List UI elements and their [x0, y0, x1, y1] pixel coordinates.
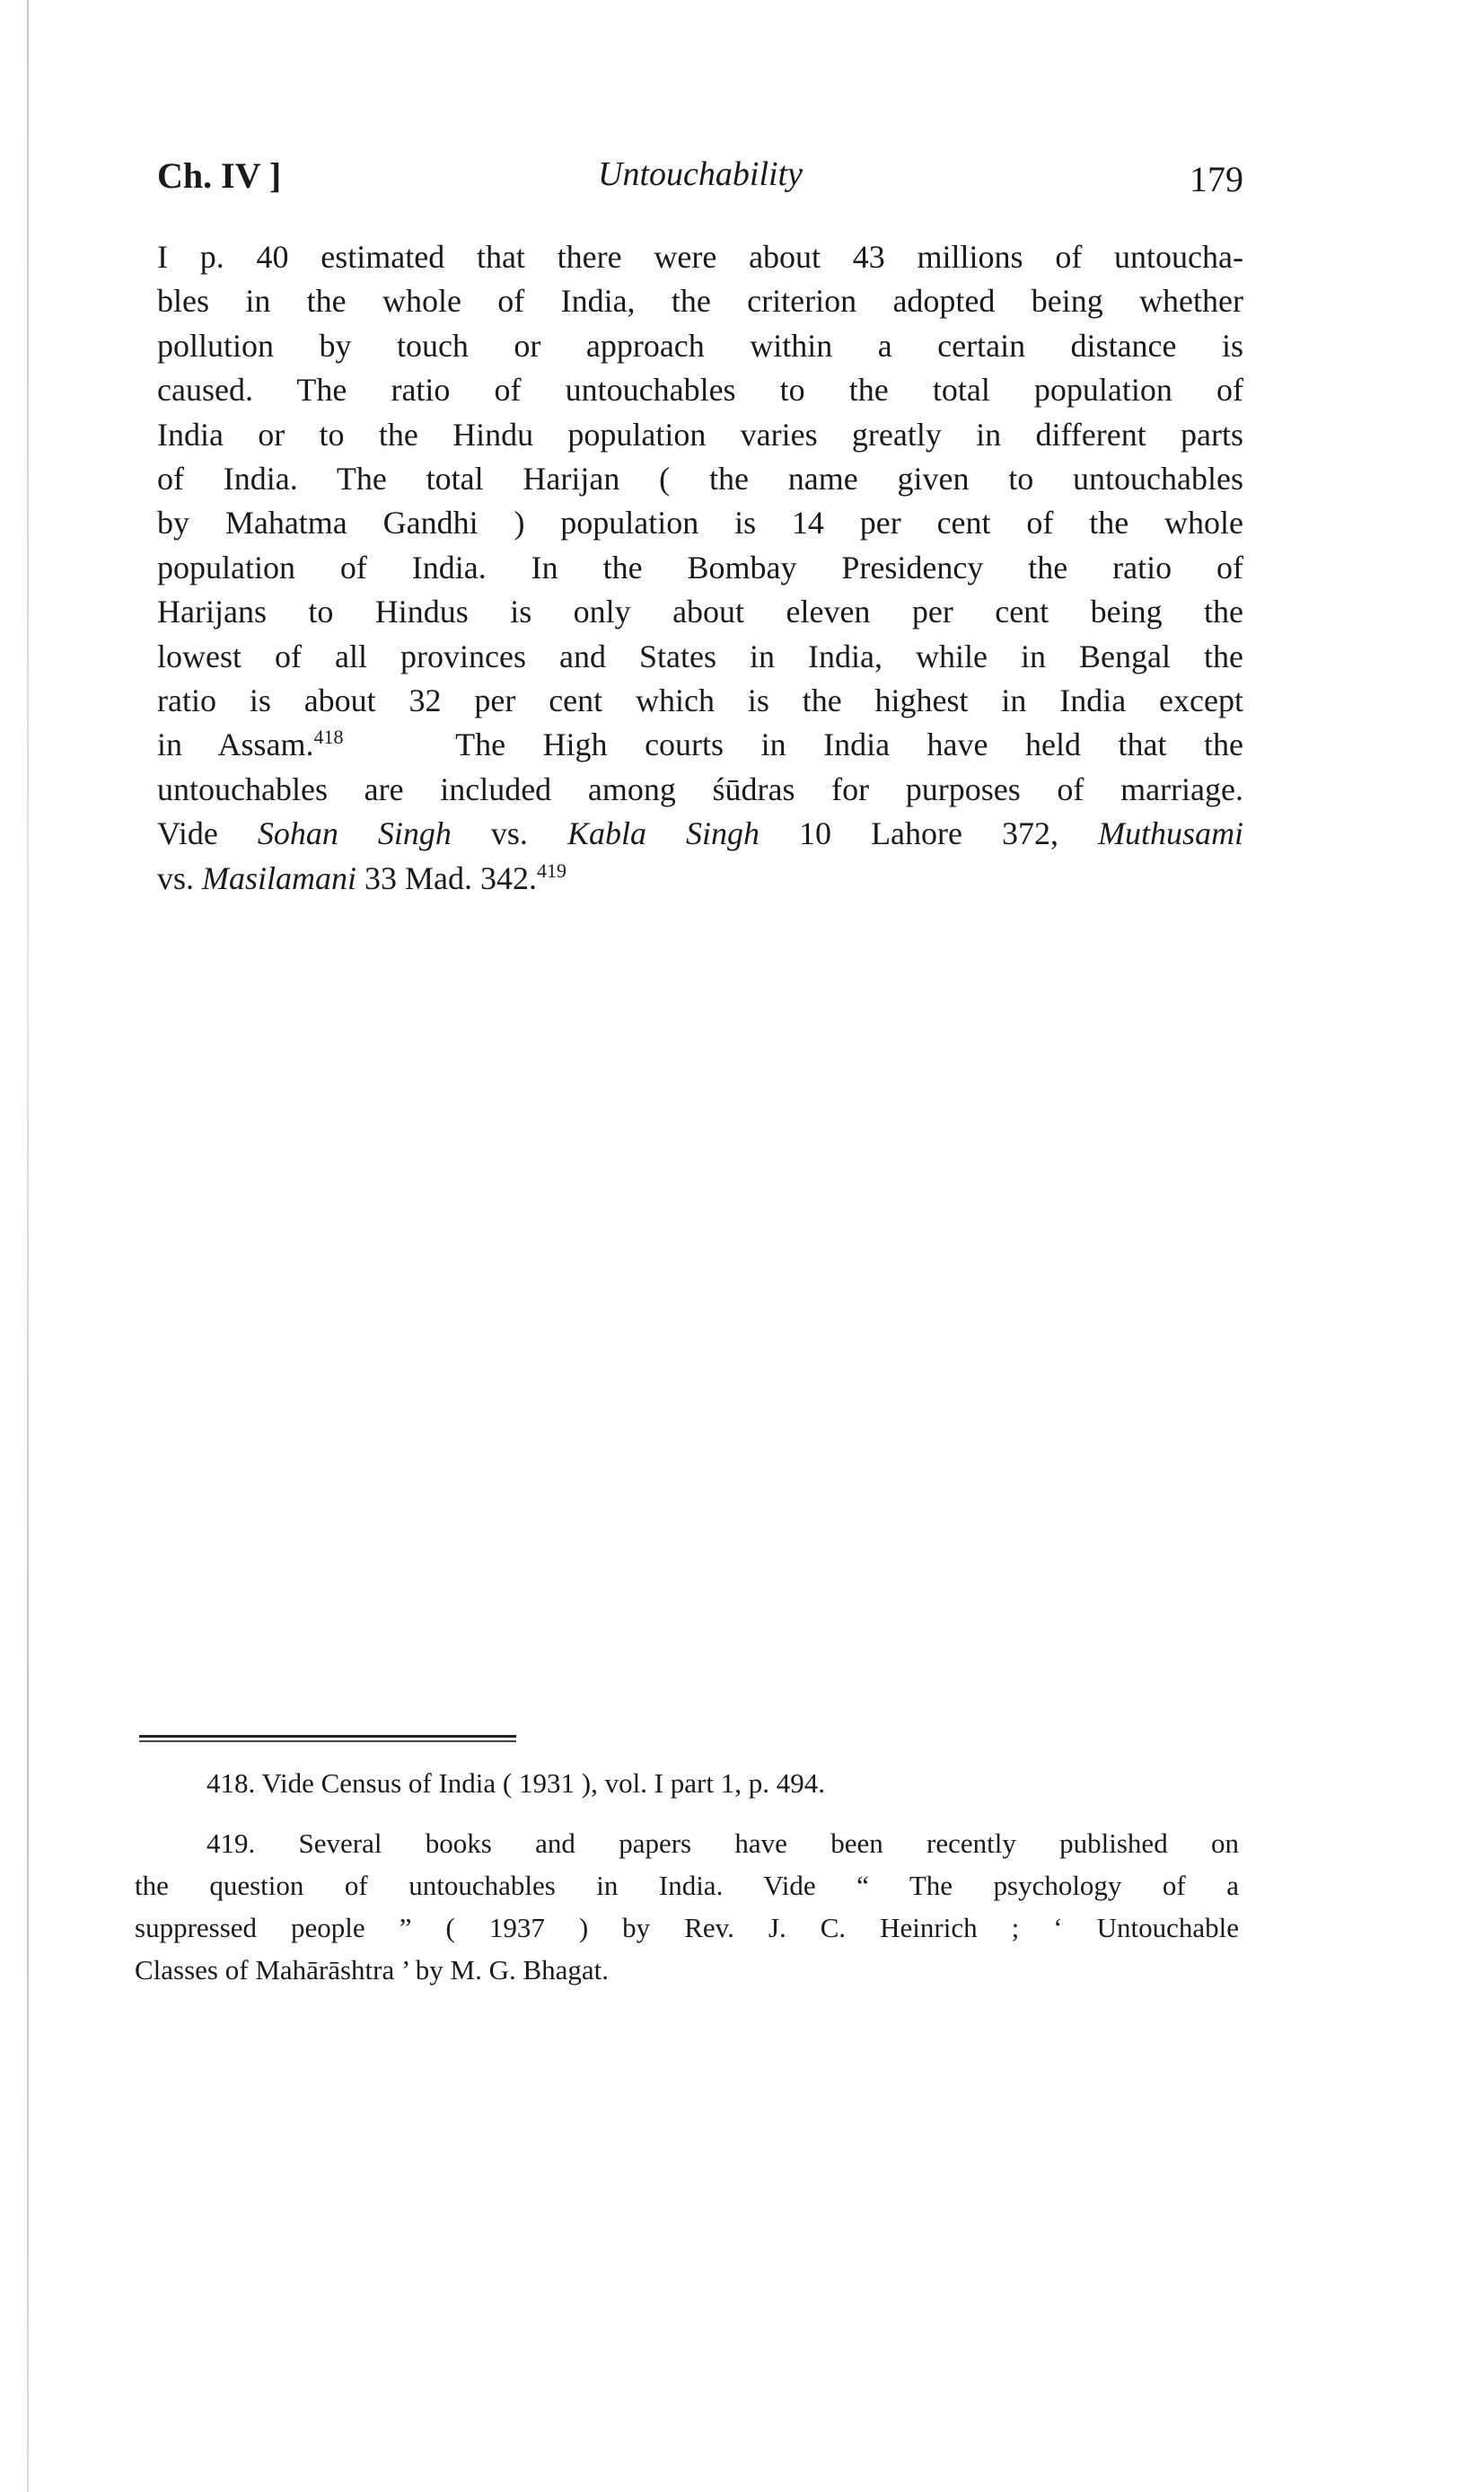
page-header [157, 144, 1243, 207]
text-fragment: Vide [157, 815, 218, 852]
text-line: India or to the Hindu population varies greatly in different parts [157, 416, 1243, 453]
footnote-419-line: Classes of Mahārāshtra ’ by M. G. Bhagat. [135, 1954, 610, 1986]
case-name: Masilamani [202, 859, 357, 896]
chapter-label: Ch. IV ] [157, 155, 282, 196]
text-fragment: vs. [490, 815, 528, 852]
text-line: ratio is about 32 per cent which is the highest in India except [157, 682, 1243, 719]
text-line: I p. 40 estimated that there were about 43 millions of untoucha- [157, 239, 1243, 275]
text-line: population of India. In the Bombay Presidency the ratio of [157, 549, 1243, 586]
case-name: Kabla Singh [566, 815, 760, 852]
text-line-case-citations [157, 812, 1243, 856]
footnote-419-line: the question of untouchables in India. Vide “ The psychology of a [135, 1870, 1239, 1901]
text-line: Harijans to Hindus is only about eleven per cent being the [157, 594, 1243, 630]
text-line: bles in the whole of India, the criterion adopted being whether [157, 283, 1243, 320]
case-name: Muthusami [1098, 815, 1244, 852]
text-line: pollution by touch or approach within a certain distance is [157, 327, 1243, 364]
footnote-spacer [135, 1804, 1239, 1822]
text-line: by Mahatma Gandhi ) population is 14 per cent of the whole [157, 505, 1243, 542]
text-fragment: vs. [157, 859, 195, 896]
running-title: Untouchability [598, 155, 803, 193]
citation: 33 Mad. 342. [364, 859, 538, 896]
footnote-419-line: 419. Several books and papers have been recently published on [206, 1827, 1239, 1859]
footnote-419-line: suppressed people ” ( 1937 ) by Rev. J. C. Heinrich ; ‘ Untouchable [135, 1912, 1239, 1943]
text-line: caused. The ratio of untouchables to the total population of [157, 372, 1243, 409]
text-line: untouchables are included among śūdras for purposes of marriage. [157, 770, 1243, 807]
footnote-418: 418. Vide Census of India ( 1931 ), vol. I part 1, p. 494. [206, 1767, 825, 1799]
main-paragraph [157, 235, 1243, 901]
page-number: 179 [1190, 159, 1243, 199]
case-name: Sohan Singh [257, 815, 452, 852]
footnote-ref-419: 419 [537, 859, 567, 882]
footnotes [135, 1762, 1239, 1991]
footnote-rule [139, 1735, 516, 1742]
text-fragment: The High courts in India have held that the [455, 726, 1244, 763]
text-line: of India. The total Harijan ( the name given to untouchables [157, 461, 1243, 498]
scan-edge-line [27, 0, 29, 2492]
footnote-ref-418: 418 [313, 726, 344, 749]
text-line-with-footnote-ref [157, 723, 1243, 767]
text-line-case-citations [157, 857, 1243, 901]
text-line: lowest of all provinces and States in India, while in Bengal the [157, 638, 1243, 674]
text-fragment: in Assam. [157, 726, 314, 763]
citation: 10 Lahore 372, [799, 815, 1059, 852]
